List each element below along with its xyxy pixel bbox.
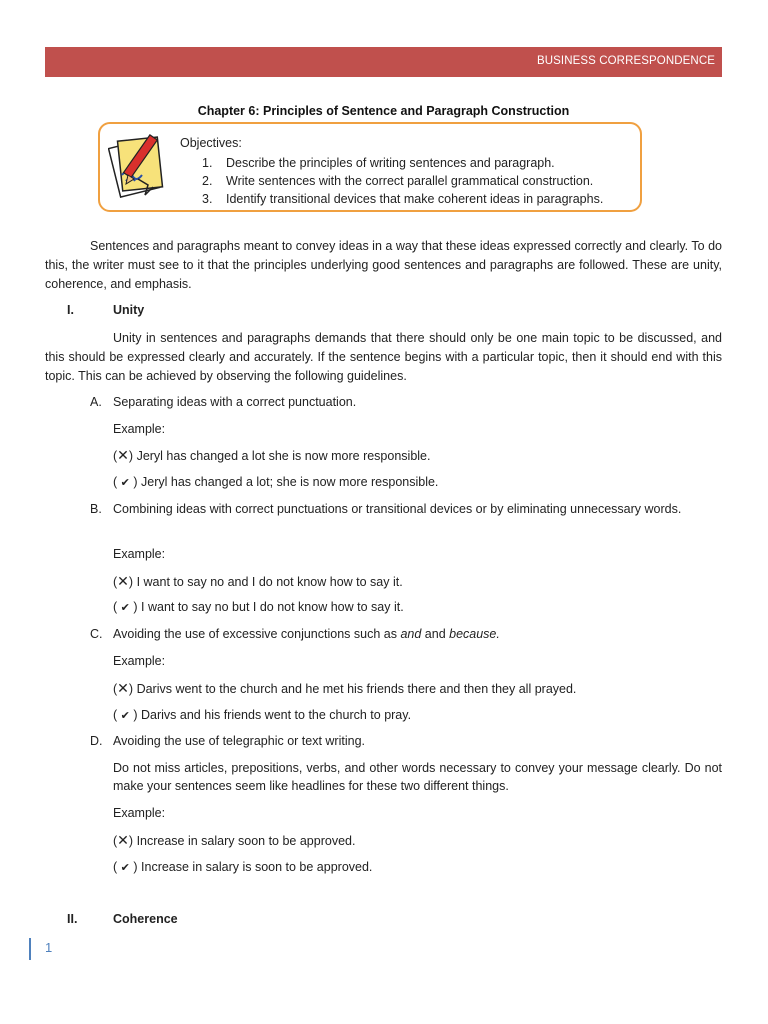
intro-paragraph: Sentences and paragraphs meant to convey ideas in a way that these ideas expressed correctly and clearly. To do this, the writer must see to it that the principles underlying good sentences and paragraphs are followed. These are unity, coherence, and emphasis. — [45, 239, 722, 291]
objective-text: Identify transitional devices that make coherent ideas in paragraphs. — [226, 192, 604, 206]
example-label: Example: — [113, 547, 166, 561]
cross-icon: ✕ — [117, 447, 129, 463]
objective-item — [180, 154, 603, 172]
example-label: Example: — [113, 422, 166, 436]
section-heading-unity — [67, 303, 144, 317]
example-label: Example: — [113, 806, 166, 820]
check-icon: ✔ — [120, 710, 130, 722]
wrong-example: (✕) Darivs went to the church and he met his friends there and then they all prayed. — [113, 680, 577, 696]
guideline-item-c — [90, 625, 722, 643]
example-text: Darivs and his friends went to the church to pray. — [141, 708, 412, 722]
objective-text: Write sentences with the correct parallel grammatical construction. — [226, 174, 594, 188]
check-icon: ✔ — [120, 602, 130, 614]
section-heading-coherence — [67, 912, 178, 926]
check-icon: ✔ — [120, 477, 130, 489]
cross-icon: ✕ — [117, 832, 129, 848]
wrong-example: (✕) Jeryl has changed a lot she is now more responsible. — [113, 447, 431, 463]
objective-number: 1. — [202, 156, 213, 170]
item-text: Combining ideas with correct punctuations or transitional devices or by eliminating unnecessary words. — [113, 502, 682, 516]
guideline-item-a — [90, 393, 722, 411]
right-example: ( ✔ ) Darivs and his friends went to the church to pray. — [113, 708, 412, 722]
wrong-example: (✕) Increase in salary soon to be approved. — [113, 832, 356, 848]
wrong-example: (✕) I want to say no and I do not know how to say it. — [113, 573, 403, 589]
section-number: I. — [67, 303, 74, 317]
example-text: I want to say no but I do not know how to say it. — [141, 600, 404, 614]
item-letter: A. — [90, 395, 102, 409]
telegraphic-note: Do not miss articles, prepositions, verbs, and other words necessary to convey your message clearly. Do not make your sentences seem like headlines for these two different things. — [113, 761, 722, 793]
right-example: ( ✔ ) I want to say no but I do not know how to say it. — [113, 600, 404, 614]
example-text: Increase in salary soon to be approved. — [136, 834, 356, 848]
cross-icon: ✕ — [117, 680, 129, 696]
check-icon: ✔ — [120, 862, 130, 874]
guideline-item-b — [90, 500, 722, 518]
item-letter: D. — [90, 734, 103, 748]
objective-item — [180, 190, 603, 208]
cross-icon: ✕ — [117, 573, 129, 589]
section-title: Coherence — [113, 912, 178, 926]
example-text: Darivs went to the church and he met his friends there and then they all prayed. — [136, 682, 577, 696]
example-text: Jeryl has changed a lot she is now more responsible. — [136, 449, 431, 463]
example-text: Increase in salary is soon to be approved. — [141, 860, 373, 874]
page-number-bar — [29, 938, 31, 960]
item-letter: B. — [90, 502, 102, 516]
example-text: Jeryl has changed a lot; she is now more responsible. — [141, 475, 439, 489]
objective-item — [180, 172, 603, 190]
section-number: II. — [67, 912, 78, 926]
right-example: ( ✔ ) Jeryl has changed a lot; she is now more responsible. — [113, 475, 439, 489]
example-text: I want to say no and I do not know how to say it. — [136, 575, 403, 589]
objectives-title: Objectives: — [180, 136, 242, 150]
objectives-box — [98, 122, 642, 212]
objectives-list — [180, 154, 603, 208]
item-text: Avoiding the use of telegraphic or text writing. — [113, 734, 365, 748]
pencil-writing-clipart-icon — [108, 129, 170, 199]
item-letter: C. — [90, 627, 103, 641]
unity-paragraph: Unity in sentences and paragraphs demands that there should only be one main topic to be discussed, and this should be expressed clearly and accurately. If the sentence begins with a particular topic, then it should end with this topic. This can be achieved by observing the following guidelines. — [45, 331, 722, 383]
objective-text: Describe the principles of writing sentences and paragraph. — [226, 156, 555, 170]
objective-number: 2. — [202, 174, 213, 188]
right-example: ( ✔ ) Increase in salary is soon to be approved. — [113, 860, 373, 874]
guideline-item-d — [90, 732, 722, 750]
header-title: BUSINESS CORRESPONDENCE — [536, 55, 715, 67]
item-text: Separating ideas with a correct punctuation. — [113, 395, 357, 409]
item-text: Avoiding the use of excessive conjunctions such as and and because. — [113, 627, 500, 641]
chapter-title: Chapter 6: Principles of Sentence and Paragraph Construction — [197, 104, 570, 118]
header-band — [45, 47, 722, 77]
section-title: Unity — [113, 303, 145, 317]
example-label: Example: — [113, 654, 166, 668]
page-number: 1 — [45, 940, 53, 955]
objective-number: 3. — [202, 192, 213, 206]
